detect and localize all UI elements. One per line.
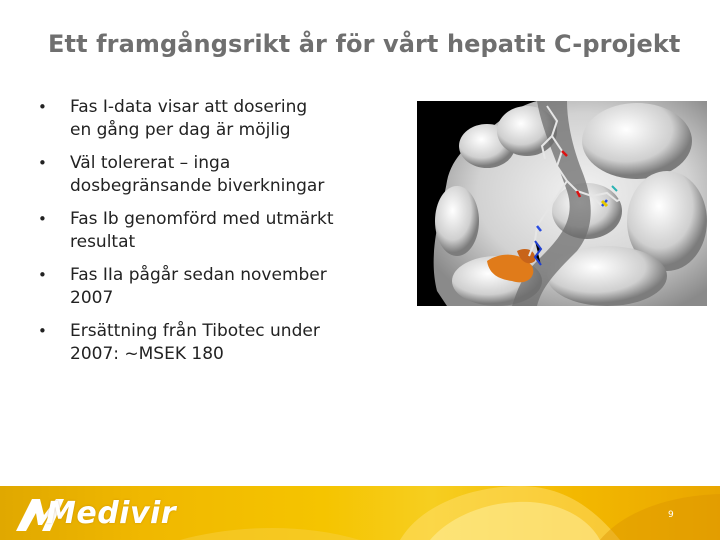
bullet-text: Fas I-data visar att dosering en gång per dag är möjlig: [70, 97, 308, 140]
bullet-list: [0, 96, 400, 376]
bullet-marker: •: [38, 98, 47, 116]
bullet-text: Fas IIa pågår sedan november 2007: [70, 265, 327, 308]
bullet-marker: •: [38, 154, 47, 172]
bullet-text: Ersättning från Tibotec under 2007: ~MSEK 180: [70, 321, 320, 364]
bullet-marker: •: [38, 210, 47, 228]
bullet-item: [0, 208, 370, 254]
bullet-text: Väl tolererat – inga dosbegränsande biverkningar: [70, 153, 325, 196]
bullet-item: [0, 152, 370, 198]
page-number: 9: [668, 510, 674, 520]
slide-title: Ett framgångsrikt år för vårt hepatit C-projekt: [48, 30, 681, 58]
bullet-marker: •: [38, 322, 47, 340]
bullet-item: [0, 264, 370, 310]
protein-surface-graphic: [417, 101, 707, 306]
bullet-marker: •: [38, 266, 47, 284]
bullet-item: [0, 96, 370, 142]
bullet-text: Fas Ib genomförd med utmärkt resultat: [70, 209, 334, 252]
molecular-structure-image: [417, 101, 707, 306]
bullet-item: [0, 320, 370, 366]
logo-text: Medivir: [46, 496, 177, 531]
